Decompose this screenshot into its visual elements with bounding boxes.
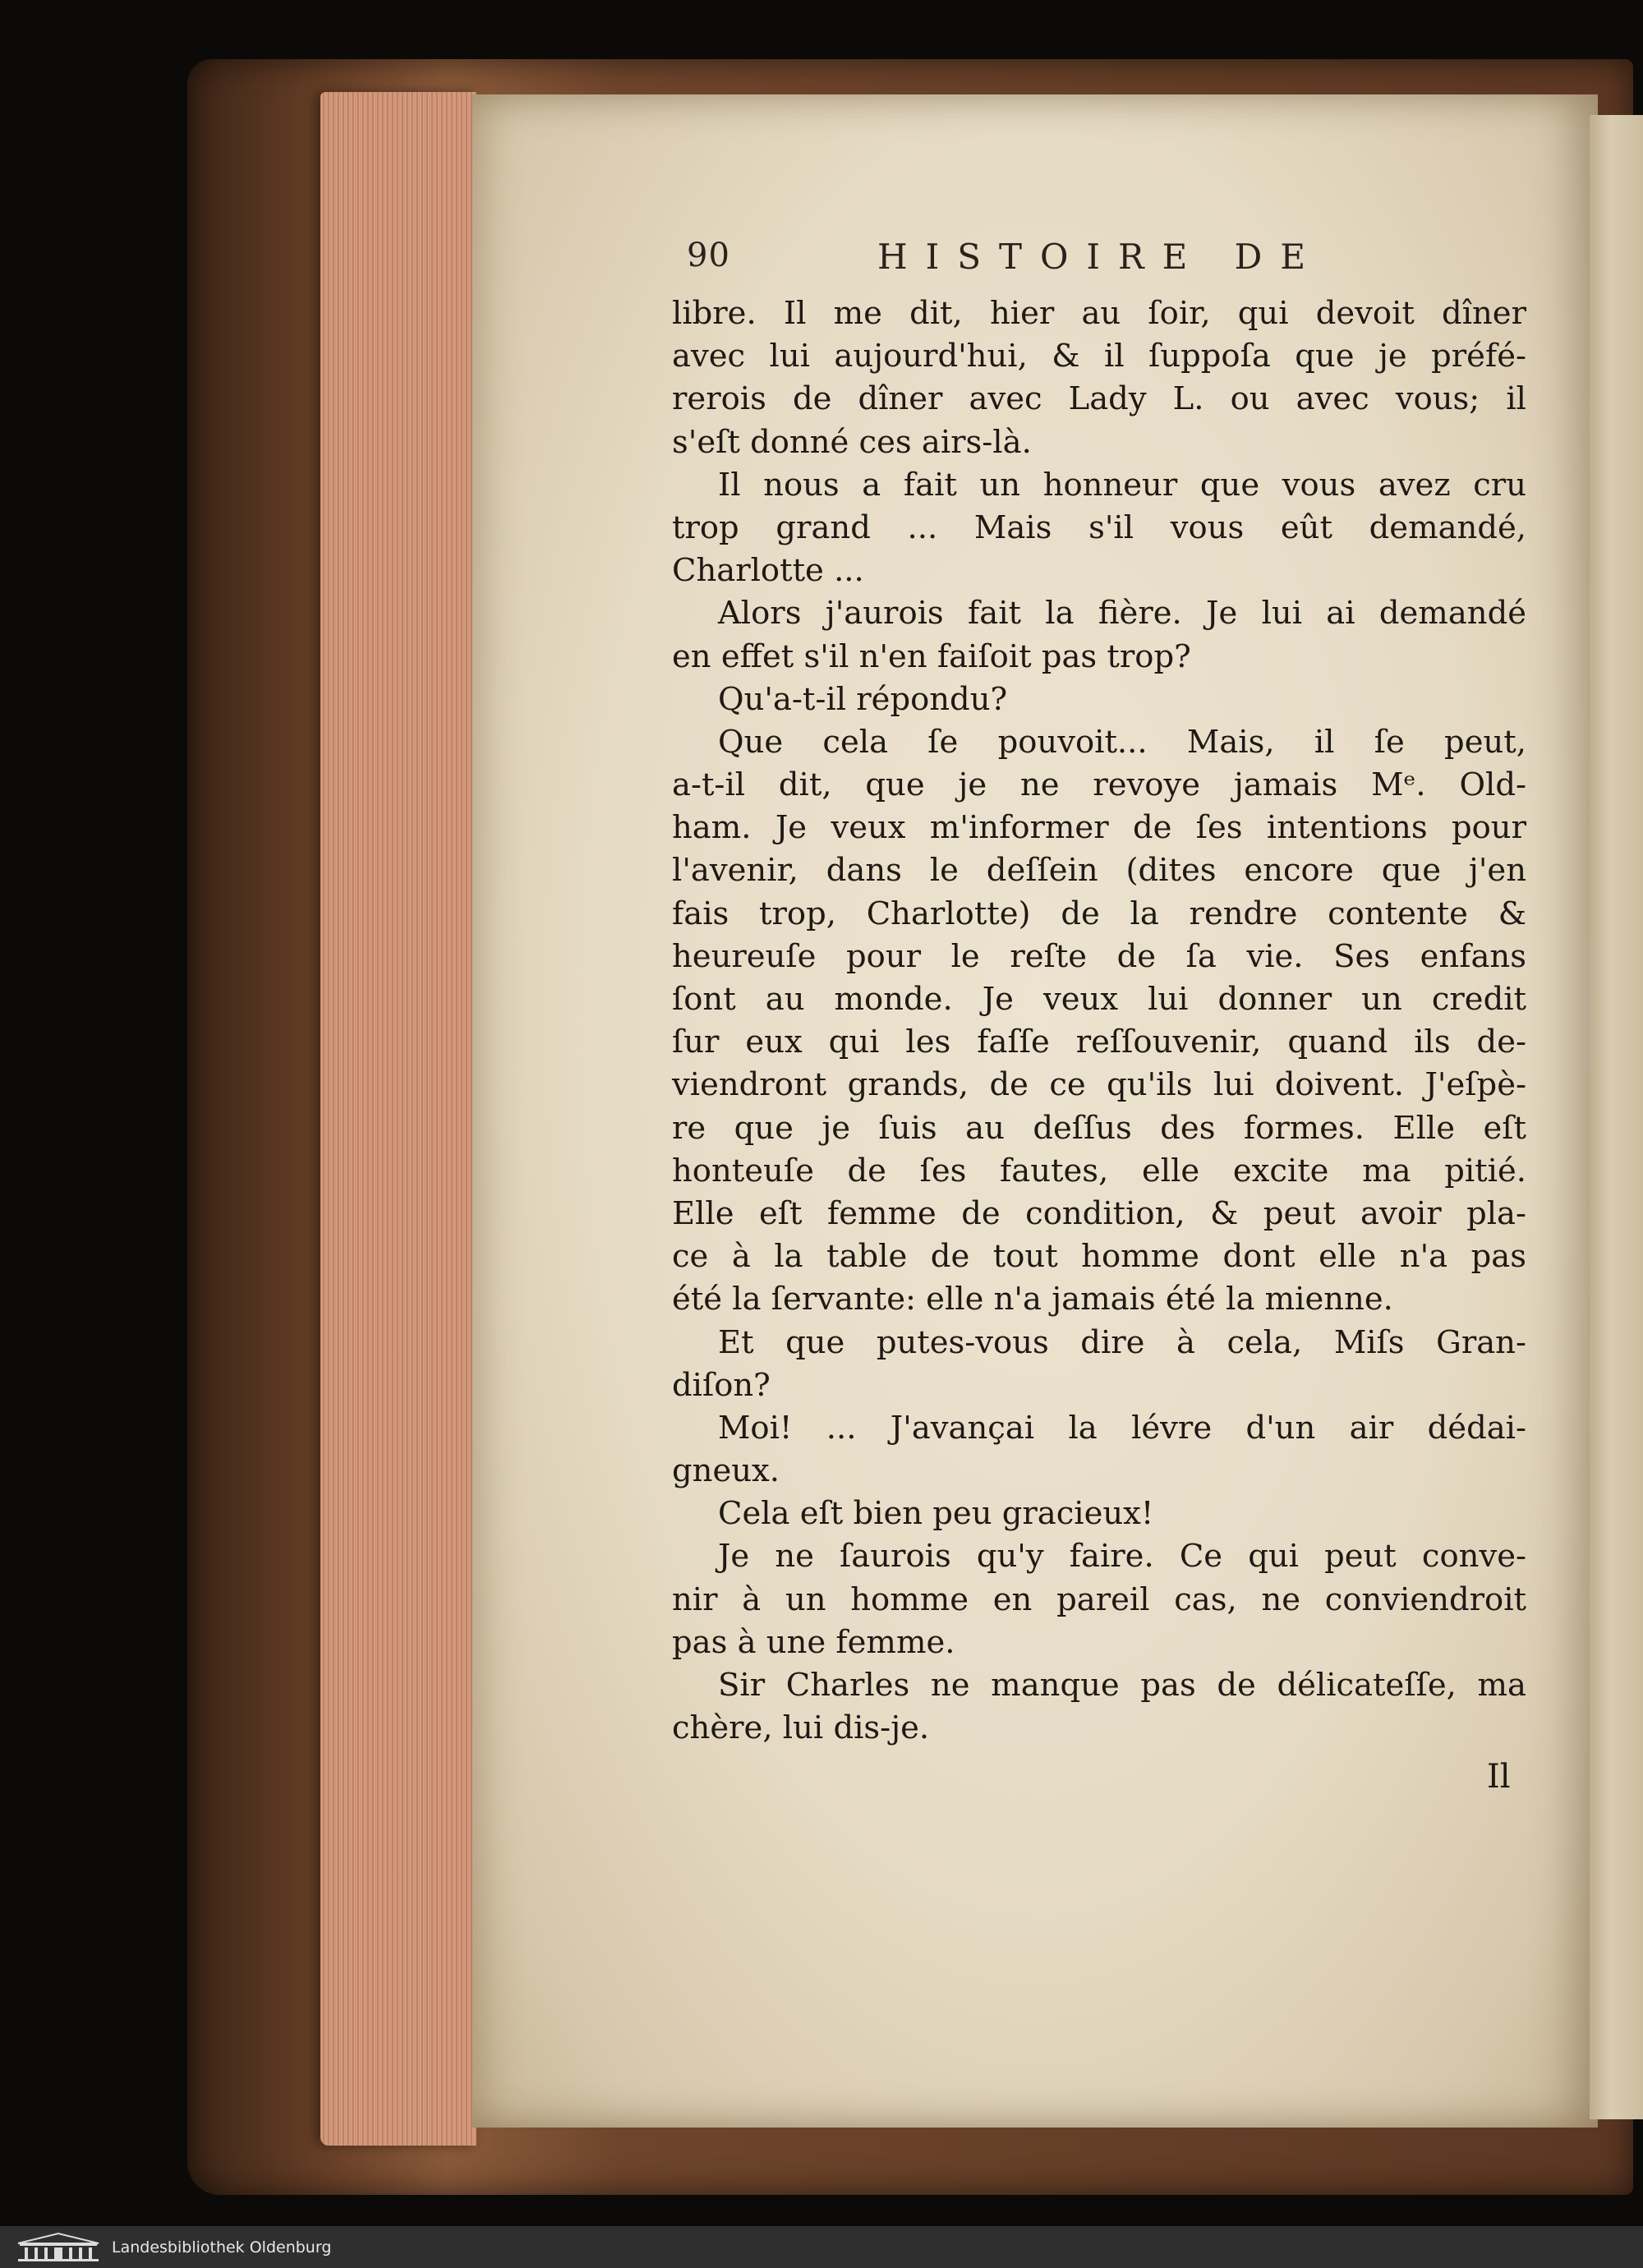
text-line: honteuſe de ſes fautes, elle excite ma pitié.: [672, 1152, 1526, 1189]
text-line: re que je ſuis au deſſus des formes. Elle eſt: [672, 1109, 1526, 1147]
text-line: nir à un homme en pareil cas, ne conviendroit: [672, 1580, 1526, 1618]
library-building-icon: [13, 2232, 104, 2263]
text-line: gneux.: [672, 1452, 780, 1490]
page-edges: [320, 92, 476, 2146]
text-line: Cela eſt bien peu gracieux!: [718, 1495, 1154, 1533]
text-line: trop grand ... Mais s'il vous eût demandé,: [672, 508, 1526, 546]
page-number: 90: [687, 237, 730, 274]
text-line: Sir Charles ne manque pas de délicateſſe, ma: [718, 1667, 1526, 1704]
text-line: Qu'a-t-il répondu?: [718, 680, 1008, 718]
text-line: Alors j'aurois fait la fière. Je lui ai demandé: [718, 595, 1526, 633]
text-line: s'eſt donné ces airs-là.: [672, 423, 1032, 461]
running-title: HISTOIRE DE: [877, 237, 1323, 277]
running-head: [687, 237, 1525, 286]
text-line: Il nous a fait un honneur que vous avez cru: [718, 466, 1526, 504]
text-line: ce à la table de tout homme dont elle n'a pas: [672, 1238, 1526, 1276]
library-name: Landesbibliothek Oldenburg: [112, 2238, 332, 2256]
text-line: heureuſe pour le reſte de ſa vie. Ses enfans: [672, 937, 1526, 975]
text-line: Que cela ſe pouvoit... Mais, il ſe peut,: [718, 723, 1526, 761]
catchword: Il: [1487, 1758, 1511, 1796]
facing-page-edge: [1590, 115, 1643, 2119]
text-line: Et que putes-vous dire à cela, Miſs Gran-: [718, 1323, 1526, 1361]
text-line: a-t-il dit, que je ne revoye jamais Mᵉ. Old-: [672, 766, 1526, 804]
text-line: diſon?: [672, 1366, 771, 1404]
text-line: été la ſervante: elle n'a jamais été la mienne.: [672, 1281, 1393, 1318]
text-line: rerois de dîner avec Lady L. ou avec vous; il: [672, 380, 1526, 418]
text-line: l'avenir, dans le deſſein (dites encore que j'en: [672, 852, 1526, 890]
text-line: viendront grands, de ce qu'ils lui doivent. J'eſpè-: [672, 1066, 1526, 1104]
body-text: [672, 292, 1526, 1750]
text-line: Moi! ... J'avançai la lévre d'un air dédai-: [718, 1409, 1526, 1447]
text-line: fais trop, Charlotte) de la rendre contente &: [672, 895, 1526, 932]
text-line: Elle eſt femme de condition, & peut avoir pla-: [672, 1194, 1526, 1232]
text-line: Je ne ſaurois qu'y faire. Ce qui peut conve-: [718, 1538, 1526, 1576]
text-line: en effet s'il n'en faiſoit pas trop?: [672, 637, 1191, 675]
text-line: Charlotte ...: [672, 552, 864, 590]
text-line: pas à une femme.: [672, 1623, 955, 1661]
text-line: ſont au monde. Je veux lui donner un credit: [672, 981, 1526, 1018]
text-line: ſur eux qui les faſſe reſſouvenir, quand ils de-: [672, 1024, 1526, 1061]
text-line: ham. Je veux m'informer de ſes intentions pour: [672, 809, 1526, 847]
text-line: libre. Il me dit, hier au ſoir, qui devoit dîner: [672, 295, 1526, 332]
footer-bar: [0, 2226, 1643, 2268]
text-line: avec lui aujourd'hui, & il ſuppoſa que je préfé-: [672, 338, 1526, 375]
text-line: chère, lui dis-je.: [672, 1709, 930, 1747]
